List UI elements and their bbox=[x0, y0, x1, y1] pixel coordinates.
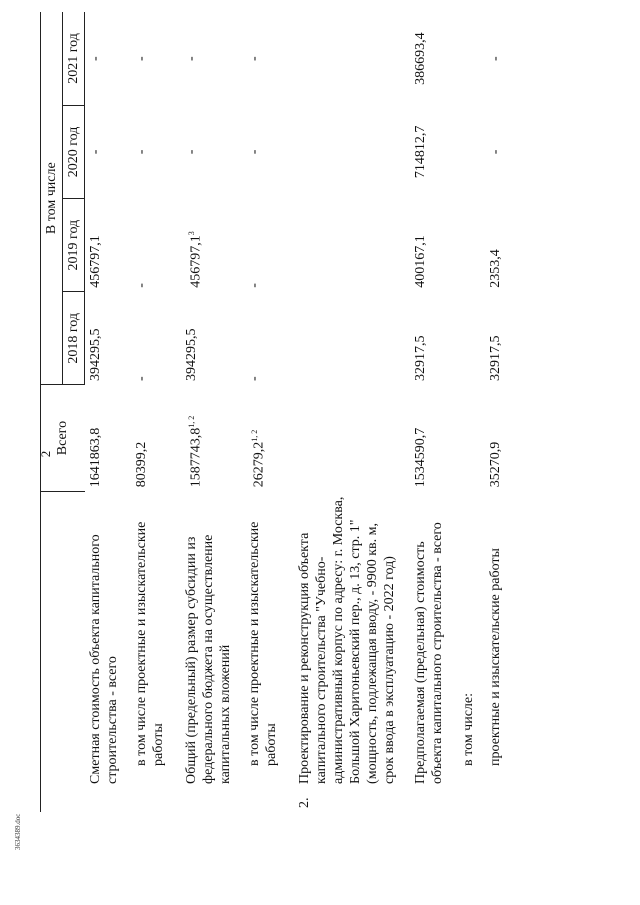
row-number bbox=[244, 788, 294, 812]
row-2019 bbox=[458, 199, 485, 292]
row-2021 bbox=[85, 12, 131, 105]
row-total bbox=[485, 385, 504, 491]
row-total-text: 1534590,7 bbox=[412, 427, 428, 488]
header-year-2020: 2020 год bbox=[63, 105, 85, 198]
row-2020-text: - bbox=[246, 149, 262, 155]
row-2019 bbox=[131, 199, 181, 292]
row-2021-text: 386693,4 bbox=[412, 32, 428, 85]
header-year-2019: 2019 год bbox=[63, 199, 85, 292]
row-label bbox=[244, 491, 294, 788]
row-total-text: 1641863,8 bbox=[87, 427, 103, 488]
row-total-footnote: 1, 2 bbox=[249, 429, 259, 442]
row-label bbox=[181, 491, 244, 788]
row-2018-text: - bbox=[133, 376, 149, 381]
row-2020 bbox=[458, 105, 485, 198]
row-number bbox=[131, 788, 181, 812]
row-total bbox=[410, 385, 458, 491]
row-number bbox=[294, 788, 410, 812]
row-2021-text: - bbox=[183, 56, 199, 61]
row-2018-text: 32917,5 bbox=[412, 335, 428, 381]
header-total: Всего bbox=[41, 385, 85, 491]
row-2019 bbox=[410, 199, 458, 292]
page-number: 2 bbox=[38, 450, 53, 458]
row-2020-text: - bbox=[88, 149, 103, 155]
row-total-text: 1587743,8 bbox=[188, 427, 204, 488]
row-label bbox=[485, 491, 504, 788]
row-number bbox=[85, 788, 131, 812]
row-number-text: 2. bbox=[296, 797, 312, 808]
row-2021 bbox=[244, 12, 294, 105]
row-total-text: 26279,2 bbox=[251, 441, 267, 488]
row-2020-text: - bbox=[487, 149, 503, 155]
row-2019 bbox=[85, 199, 131, 292]
footer-file-code: 3634389.doc bbox=[14, 813, 22, 850]
row-2021-text: - bbox=[133, 56, 149, 61]
table-row bbox=[85, 12, 131, 812]
row-label-text: Предполагаемая (предельная) стоимость объекта капитального строительства - всего bbox=[412, 522, 445, 784]
row-label-text: Проектирование и реконструкция объекта капитального строительства "Учебно-административный корпус по адресу: г. Москва, Большой Харитоньевский пер., д. 13, стр. 1" (мощность, подлежащая вводу, - 9900 кв. м, срок ввода в эксплуатацию - 2022 год) bbox=[296, 496, 397, 784]
row-label bbox=[458, 491, 485, 788]
table-row bbox=[181, 12, 244, 812]
row-label-text: Сметная стоимость объекта капитального строительства - всего bbox=[87, 534, 120, 784]
row-2018 bbox=[485, 292, 504, 385]
row-2019 bbox=[485, 199, 504, 292]
row-2019-text: - bbox=[246, 283, 262, 288]
row-2019-text: 456797,1 bbox=[88, 235, 103, 288]
row-label-text: в том числе: bbox=[460, 692, 476, 766]
row-2020 bbox=[85, 105, 131, 198]
row-2020 bbox=[410, 105, 458, 198]
row-number bbox=[485, 788, 504, 812]
row-label-text: в том числе проектные и изыскательские работы bbox=[246, 521, 279, 766]
header-year-2021: 2021 год bbox=[63, 12, 85, 105]
row-2020 bbox=[485, 105, 504, 198]
row-2021 bbox=[485, 12, 504, 105]
row-2018 bbox=[244, 292, 294, 385]
row-2020 bbox=[181, 105, 244, 198]
row-total bbox=[294, 385, 410, 491]
table-row bbox=[458, 12, 485, 812]
row-total bbox=[181, 385, 244, 491]
row-total-text: 35270,9 bbox=[487, 441, 503, 488]
row-2019-text: - bbox=[133, 283, 149, 288]
row-2021-text: - bbox=[246, 56, 262, 61]
row-2019 bbox=[294, 199, 410, 292]
table-row bbox=[294, 12, 410, 812]
row-2018-text: 32917,5 bbox=[487, 335, 503, 381]
header-year-2018: 2018 год bbox=[63, 292, 85, 385]
row-2019-text: 2353,4 bbox=[487, 249, 503, 288]
row-number bbox=[458, 788, 485, 812]
row-2018-text: 394295,5 bbox=[88, 328, 103, 381]
row-2021 bbox=[410, 12, 458, 105]
table-row bbox=[410, 12, 458, 812]
row-label bbox=[410, 491, 458, 788]
row-2018 bbox=[85, 292, 131, 385]
header-in-that-number: В том числе bbox=[41, 12, 63, 385]
row-2020-text: - bbox=[133, 149, 149, 155]
row-total bbox=[458, 385, 485, 491]
row-total bbox=[85, 385, 131, 491]
table-row bbox=[244, 12, 294, 812]
row-2021 bbox=[458, 12, 485, 105]
table-row bbox=[131, 12, 181, 812]
row-total-footnote: 1, 2 bbox=[186, 415, 196, 428]
row-2020 bbox=[131, 105, 181, 198]
rotated-document bbox=[40, 0, 600, 830]
row-2018 bbox=[458, 292, 485, 385]
row-total-text: 80399,2 bbox=[133, 441, 149, 488]
row-2021 bbox=[131, 12, 181, 105]
row-2019 bbox=[181, 199, 244, 292]
row-2021 bbox=[294, 12, 410, 105]
row-2019-text: 456797,1 bbox=[188, 235, 204, 288]
row-total bbox=[131, 385, 181, 491]
row-2019-footnote: 3 bbox=[186, 231, 196, 236]
row-label bbox=[294, 491, 410, 788]
table-body bbox=[85, 12, 504, 812]
row-label-text: Общий (предельный) размер субсидии из федерального бюджета на осуществление капитальных вложений bbox=[183, 534, 233, 784]
row-2019-text: 400167,1 bbox=[412, 235, 428, 288]
row-label bbox=[85, 491, 131, 788]
row-2021-text: - bbox=[487, 56, 503, 61]
funding-table bbox=[40, 12, 504, 812]
row-2020 bbox=[294, 105, 410, 198]
row-number bbox=[181, 788, 244, 812]
row-2021 bbox=[181, 12, 244, 105]
row-label-text: в том числе проектные и изыскательские работы bbox=[133, 521, 166, 766]
row-label bbox=[131, 491, 181, 788]
row-2018 bbox=[181, 292, 244, 385]
row-label-text: проектные и изыскательские работы bbox=[487, 548, 503, 766]
row-2018 bbox=[294, 292, 410, 385]
row-2020-text: 714812,7 bbox=[412, 125, 428, 179]
row-2021-text: - bbox=[88, 56, 103, 61]
row-2019 bbox=[244, 199, 294, 292]
row-2020-text: - bbox=[183, 149, 199, 155]
row-2018-text: - bbox=[246, 376, 262, 381]
row-number bbox=[410, 788, 458, 812]
table-row bbox=[485, 12, 504, 812]
row-2020 bbox=[244, 105, 294, 198]
row-2018-text: 394295,5 bbox=[183, 328, 199, 381]
row-total bbox=[244, 385, 294, 491]
row-2018 bbox=[131, 292, 181, 385]
row-2018 bbox=[410, 292, 458, 385]
header-empty bbox=[41, 491, 85, 812]
